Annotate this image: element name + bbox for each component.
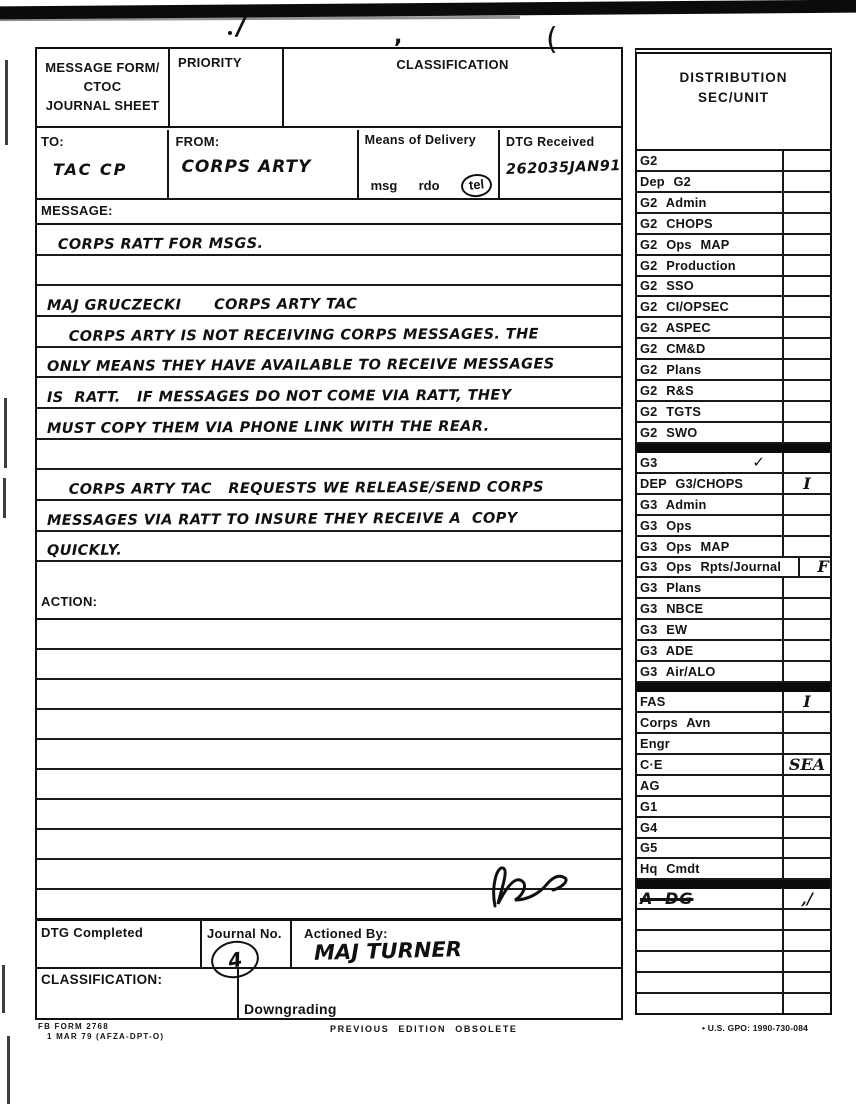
distribution-row-label-cell: [637, 402, 784, 421]
distribution-row: [637, 797, 830, 818]
distribution-row-mark-cell: [784, 839, 830, 858]
form-number-footer: [38, 1022, 164, 1043]
scan-edge-mark: [7, 1036, 10, 1104]
distribution-row: [637, 859, 830, 880]
form-completion-row: [37, 918, 621, 973]
distribution-row-label-cell: [637, 381, 784, 400]
from-label: FROM:: [175, 134, 220, 149]
distribution-unit-label: G2 TGTS: [640, 404, 702, 420]
form-header-row: [37, 49, 621, 128]
distribution-row-mark-cell: [784, 797, 830, 816]
distribution-row-label-cell: [637, 495, 784, 514]
distribution-unit-label: Dep G2: [640, 173, 692, 189]
distribution-unit-label: A DG: [640, 889, 694, 909]
distribution-unit-label: G3 EW: [640, 622, 688, 638]
scan-edge-mark: [2, 965, 5, 1013]
distribution-unit-label: G4: [640, 819, 658, 835]
distribution-row: [637, 235, 830, 256]
distribution-row-mark-cell: [784, 994, 830, 1013]
distribution-row: [637, 360, 830, 381]
distribution-row-label-cell: [637, 599, 784, 618]
distribution-unit-label: G3 Plans: [640, 580, 702, 596]
distribution-row-mark-cell: [784, 641, 830, 660]
distribution-row: [637, 713, 830, 734]
dtg-received-field: [500, 130, 621, 198]
message-line: [37, 470, 621, 501]
message-line: [37, 532, 621, 563]
distribution-row: [637, 683, 830, 692]
dtg-received-value-handwriting: 262035JAN91: [505, 157, 622, 179]
means-of-delivery-label: Means of Delivery: [364, 133, 477, 147]
distribution-row-mark-cell: ,/: [801, 889, 813, 909]
distribution-row-label-cell: [637, 734, 784, 753]
distribution-row-mark-cell: [784, 318, 830, 337]
message-line: [37, 256, 621, 287]
distribution-unit-label: G2 CHOPS: [640, 215, 713, 231]
from-value-handwriting: CORPS ARTY: [181, 157, 312, 177]
distribution-unit-label: G3 Air/ALO: [640, 664, 716, 680]
message-section-header: [37, 200, 621, 225]
form-title: [37, 49, 170, 126]
distribution-row: [637, 910, 830, 931]
distribution-row-label-cell: [637, 910, 784, 929]
distribution-unit-label: G2 Ops MAP: [640, 236, 730, 252]
distribution-row-label-cell: [637, 776, 784, 795]
distribution-unit-label: G3 Ops MAP: [640, 538, 730, 554]
distribution-row-mark-cell: [784, 214, 830, 233]
distribution-row-mark-cell: [784, 952, 830, 971]
actioned-by-field: [292, 921, 621, 967]
message-line-handwriting: MUST COPY THEM VIA PHONE LINK WITH THE REAR.: [46, 418, 490, 437]
distribution-unit-label: G2 ASPEC: [640, 320, 711, 336]
distribution-header: [637, 54, 830, 151]
distribution-row-label-cell: [637, 256, 784, 275]
distribution-row: [637, 495, 830, 516]
distribution-unit-label: G3 Ops Rpts/Journal: [640, 559, 782, 575]
message-line-handwriting: IS RATT. IF MESSAGES DO NOT COME VIA RATT, THEY: [46, 387, 512, 407]
message-line-handwriting: MAJ GRUCZECKI CORPS ARTY TAC: [46, 296, 358, 315]
distribution-row-label-cell: [637, 713, 784, 732]
distribution-row-mark-cell: I: [803, 473, 811, 493]
distribution-row-mark-cell: [784, 662, 830, 681]
distribution-label-pen-mark: ✓: [752, 453, 765, 472]
message-line: [37, 562, 621, 591]
distribution-row-label-cell: [637, 453, 784, 472]
distribution-row: [637, 880, 830, 889]
distribution-row-label-cell: [637, 423, 784, 442]
distribution-unit-label: G3 Ops: [640, 517, 692, 533]
distribution-row-mark-cell: [784, 910, 830, 929]
message-line: [37, 225, 621, 256]
distribution-row: [637, 318, 830, 339]
distribution-row-mark-cell: F: [817, 557, 829, 577]
distribution-header-line2: SEC/UNIT: [697, 90, 769, 106]
distribution-unit-label: G3 NBCE: [640, 601, 704, 617]
distribution-row-label-cell: [637, 516, 784, 535]
distribution-row: [637, 453, 830, 474]
distribution-unit-label: G3: [640, 454, 658, 470]
scan-edge-mark: [5, 60, 8, 145]
distribution-row: [637, 755, 830, 776]
distribution-row-mark-cell: [784, 256, 830, 275]
distribution-row: [637, 558, 830, 579]
distribution-row: [637, 537, 830, 558]
distribution-row-label-cell: [637, 214, 784, 233]
distribution-row: [637, 172, 830, 193]
classification-field: CLASSIFICATION: [396, 57, 509, 72]
distribution-row-mark-cell: [784, 578, 830, 597]
distribution-row-mark-cell: [784, 734, 830, 753]
form-classification-row: [37, 967, 621, 1018]
distribution-unit-label: FAS: [640, 694, 666, 709]
distribution-row-label-cell: [637, 952, 784, 971]
distribution-row-mark-cell: [784, 713, 830, 732]
distribution-row-mark-cell: [784, 193, 830, 212]
distribution-row-label-cell: [637, 755, 784, 774]
pen-dot-mark: [228, 31, 232, 35]
message-line: [37, 286, 621, 317]
distribution-row-label-cell: [637, 889, 784, 908]
distribution-row-label-cell: [637, 662, 784, 681]
dtg-completed-field: DTG Completed: [37, 921, 202, 967]
distribution-row: [637, 620, 830, 641]
distribution-row-label-cell: [637, 839, 784, 858]
distribution-row-mark-cell: [784, 423, 830, 442]
classification-bottom-field: CLASSIFICATION:: [41, 972, 163, 987]
message-line: [37, 317, 621, 348]
distribution-row-mark-cell: [784, 297, 830, 316]
form-title-line1: MESSAGE FORM/: [45, 60, 160, 76]
pen-paren-mark: (: [546, 22, 558, 57]
distribution-row: [637, 776, 830, 797]
distribution-unit-label: G2 Plans: [640, 362, 702, 378]
form-number-line2: 1 MAR 79 (AFZA-DPT-O): [47, 1032, 165, 1042]
distribution-row-mark-cell: [784, 339, 830, 358]
distribution-row: [637, 889, 830, 910]
to-value-handwriting: TAC CP: [53, 160, 128, 179]
distribution-unit-label: Hq Cmdt: [640, 861, 700, 877]
means-of-delivery-field: [359, 130, 500, 198]
distribution-row: [637, 641, 830, 662]
distribution-row-label-cell: [637, 537, 784, 556]
message-line-handwriting: CORPS ARTY TAC REQUESTS WE RELEASE/SEND CORPS: [46, 479, 545, 499]
distribution-unit-label: G3 ADE: [640, 643, 694, 659]
distribution-unit-label: Engr: [640, 735, 670, 751]
distribution-unit-label: G2 R&S: [640, 383, 694, 399]
action-line: [37, 740, 621, 770]
to-label: TO:: [41, 134, 65, 149]
delivery-option-msg: msg: [370, 178, 398, 193]
distribution-unit-label: G2 Admin: [640, 194, 707, 210]
distribution-row-label-cell: [637, 360, 784, 379]
distribution-row: [637, 444, 830, 453]
distribution-row-mark-cell: [784, 599, 830, 618]
distribution-row: [637, 214, 830, 235]
gpo-footer: • U.S. GPO: 1990-730-084: [702, 1023, 809, 1033]
distribution-row-mark-cell: [784, 931, 830, 950]
distribution-row-label-cell: [637, 297, 784, 316]
distribution-row-label-cell: [637, 797, 784, 816]
distribution-unit-label: AG: [640, 777, 660, 793]
delivery-options: [365, 174, 498, 198]
delivery-option-tel: tel: [467, 176, 485, 193]
distribution-header-line1: DISTRIBUTION: [679, 70, 788, 85]
distribution-row-mark-cell: [784, 516, 830, 535]
distribution-row-label-cell: [637, 318, 784, 337]
downgrading-field: [237, 969, 621, 1018]
distribution-row-mark-cell: [784, 277, 830, 296]
message-line-handwriting: QUICKLY.: [46, 542, 123, 560]
distribution-row-label-cell: [637, 973, 784, 992]
action-line: [37, 620, 621, 650]
distribution-unit-label: G2 CI/OPSEC: [640, 299, 729, 315]
distribution-unit-label: G2 Production: [640, 257, 736, 273]
distribution-row: [637, 692, 830, 713]
message-line-handwriting: CORPS RATT FOR MSGS.: [46, 235, 264, 253]
delivery-option-tel-circled: [460, 172, 493, 198]
journal-no-field: [202, 921, 292, 973]
message-line-handwriting: CORPS ARTY IS NOT RECEIVING CORPS MESSAGES. THE: [46, 326, 539, 345]
distribution-row-label-cell: [637, 474, 784, 493]
distribution-row: [637, 381, 830, 402]
distribution-row-mark-cell: [784, 360, 830, 379]
distribution-row-mark-cell: [784, 453, 830, 472]
distribution-row-mark-cell: [784, 151, 830, 170]
distribution-row: [637, 516, 830, 537]
distribution-row-mark-cell: [784, 973, 830, 992]
delivery-option-rdo: rdo: [418, 178, 440, 193]
action-label: ACTION:: [41, 594, 98, 609]
actioned-by-label: Actioned By:: [304, 926, 388, 941]
distribution-row: [637, 952, 830, 973]
distribution-row: [637, 818, 830, 839]
distribution-row-label-cell: [637, 641, 784, 660]
distribution-unit-label: DEP G3/CHOPS: [640, 475, 744, 491]
pen-slash-mark: /: [233, 11, 248, 43]
to-field: [37, 130, 169, 198]
distribution-row-label-cell: [637, 859, 784, 878]
form-title-line2: CTOC: [83, 79, 122, 95]
journal-no-value-circled: 4: [208, 937, 262, 982]
distribution-unit-label: Corps Avn: [640, 714, 711, 730]
distribution-row-label-cell: [637, 692, 784, 711]
form-parties-row: [37, 130, 621, 200]
priority-field: PRIORITY: [170, 49, 284, 126]
distribution-row: [637, 193, 830, 214]
signature-scribble-icon: [487, 860, 573, 910]
message-line: [37, 378, 621, 409]
distribution-table: [635, 48, 832, 1015]
action-section-header: [37, 591, 621, 620]
message-line: [37, 409, 621, 440]
distribution-row: [637, 256, 830, 277]
distribution-row-mark-cell: SEA: [788, 754, 826, 774]
distribution-unit-label: G2: [640, 152, 658, 168]
distribution-row-label-cell: [637, 277, 784, 296]
distribution-row-mark-cell: I: [803, 692, 811, 712]
form-number-line1: FB FORM 2768: [38, 1022, 109, 1031]
distribution-row-mark-cell: [784, 235, 830, 254]
distribution-row-label-cell: [637, 235, 784, 254]
distribution-row: [637, 339, 830, 360]
distribution-unit-label: G5: [640, 840, 658, 856]
distribution-row-mark-cell: [784, 818, 830, 837]
distribution-row-label-cell: [637, 193, 784, 212]
distribution-row-label-cell: [637, 620, 784, 639]
message-lines: [37, 225, 621, 591]
distribution-rows: [637, 151, 830, 1013]
message-line: [37, 440, 621, 471]
distribution-unit-label: G2 SWO: [640, 424, 698, 440]
action-line: [37, 770, 621, 800]
action-line: [37, 680, 621, 710]
previous-edition-footer: PREVIOUS EDITION OBSOLETE: [330, 1024, 518, 1034]
distribution-row: [637, 994, 830, 1013]
distribution-row: [637, 578, 830, 599]
message-line-handwriting: ONLY MEANS THEY HAVE AVAILABLE TO RECEIVE MESSAGES: [46, 356, 555, 376]
scan-edge-mark: [4, 398, 7, 468]
distribution-unit-label: C·E: [640, 756, 663, 772]
distribution-row: [637, 277, 830, 298]
distribution-row-mark-cell: [784, 620, 830, 639]
distribution-row: [637, 297, 830, 318]
distribution-row-label-cell: [637, 339, 784, 358]
distribution-row-mark-cell: [784, 859, 830, 878]
distribution-row: [637, 931, 830, 952]
distribution-row-label-cell: [637, 818, 784, 837]
distribution-row-mark-cell: [784, 537, 830, 556]
message-line: [37, 501, 621, 532]
distribution-unit-label: G2 SSO: [640, 278, 694, 294]
distribution-row: [637, 402, 830, 423]
message-line: [37, 348, 621, 379]
pen-comma-mark: ,: [394, 24, 403, 49]
distribution-row-mark-cell: [784, 776, 830, 795]
distribution-row-mark-cell: [784, 402, 830, 421]
distribution-row: [637, 734, 830, 755]
form-title-line3: JOURNAL SHEET: [45, 97, 160, 113]
distribution-row: [637, 662, 830, 683]
distribution-row-mark-cell: [784, 381, 830, 400]
from-field: [169, 130, 358, 198]
message-label: MESSAGE:: [41, 203, 113, 218]
distribution-row-label-cell: [637, 578, 784, 597]
distribution-unit-label: G1: [640, 798, 658, 814]
distribution-row: [637, 973, 830, 994]
actioned-by-value-handwriting: MAJ TURNER: [313, 937, 463, 965]
distribution-row: [637, 839, 830, 860]
distribution-row-mark-cell: [784, 495, 830, 514]
distribution-row: [637, 423, 830, 444]
distribution-unit-label: G3 Admin: [640, 496, 707, 512]
distribution-row: [637, 151, 830, 172]
distribution-row-label-cell: [637, 931, 784, 950]
distribution-row-label-cell: [637, 558, 800, 577]
distribution-row-label-cell: [637, 151, 784, 170]
downgrading-label: Downgrading: [244, 1001, 337, 1017]
action-line: [37, 830, 621, 860]
message-line-handwriting: MESSAGES VIA RATT TO INSURE THEY RECEIVE A COPY: [46, 510, 518, 529]
distribution-unit-label: G2 CM&D: [640, 341, 706, 357]
journal-no-label: Journal No.: [207, 926, 282, 941]
scan-edge-mark: [3, 478, 6, 518]
distribution-row: [637, 599, 830, 620]
action-line: [37, 710, 621, 740]
action-line: [37, 650, 621, 680]
distribution-row-mark-cell: [784, 172, 830, 191]
distribution-row-label-cell: [637, 172, 784, 191]
dtg-received-label: DTG Received: [506, 135, 595, 149]
distribution-row: [637, 474, 830, 495]
action-line: [37, 800, 621, 830]
distribution-row-label-cell: [637, 994, 784, 1013]
